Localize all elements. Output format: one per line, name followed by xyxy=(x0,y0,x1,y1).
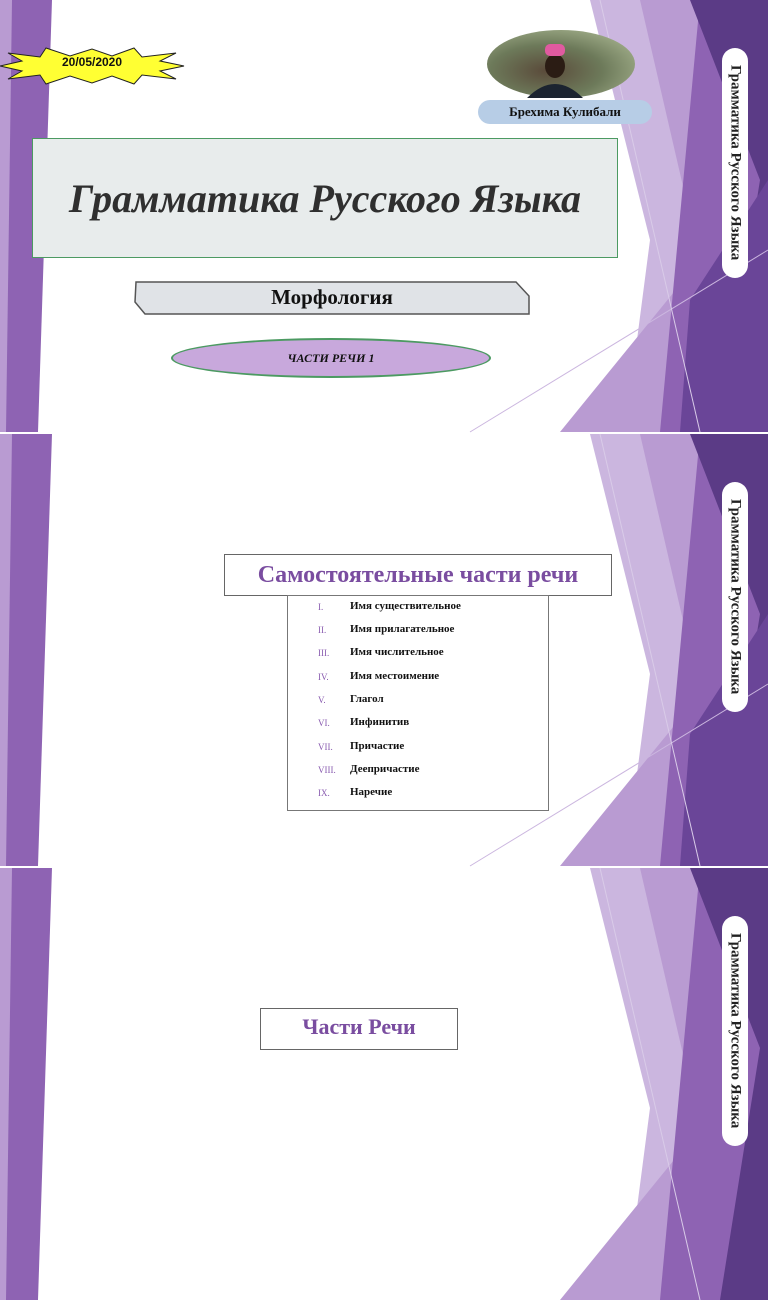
vertical-title-tab: Грамматика Русского Языка xyxy=(722,916,748,1146)
parts-of-speech-heading: Части Речи xyxy=(260,1008,458,1050)
author-name-badge: Брехима Кулибали xyxy=(478,100,652,124)
list-item-label: Глагол xyxy=(350,693,384,705)
vertical-title-tab: Грамматика Русского Языка xyxy=(722,482,748,712)
list-item-number: V. xyxy=(318,695,326,705)
list-item-label: Имя числительное xyxy=(350,646,444,658)
list-item xyxy=(288,763,548,783)
slide-2 xyxy=(0,434,768,866)
independent-parts-heading: Самостоятельные части речи xyxy=(224,554,612,596)
list-item-label: Наречие xyxy=(350,786,393,798)
list-item-label: Имя прилагательное xyxy=(350,623,455,635)
list-item xyxy=(288,623,548,643)
list-item xyxy=(288,646,548,666)
person-silhouette-icon xyxy=(487,30,635,98)
list-item xyxy=(288,786,548,806)
list-item-number: VIII. xyxy=(318,765,336,775)
list-item-number: II. xyxy=(318,625,327,635)
list-item-number: VII. xyxy=(318,742,333,752)
list-item-number: VI. xyxy=(318,718,330,728)
list-item-number: IV. xyxy=(318,672,329,682)
list-item-number: III. xyxy=(318,648,330,658)
list-item-number: I. xyxy=(318,602,324,612)
parts-of-speech-list xyxy=(287,595,549,811)
slide-3 xyxy=(0,868,768,1129)
list-item-label: Имя существительное xyxy=(350,600,461,612)
list-item xyxy=(288,600,548,620)
list-item xyxy=(288,670,548,690)
author-photo xyxy=(487,30,635,98)
list-item-label: Имя местоимение xyxy=(350,670,440,682)
date-label: 20/05/2020 xyxy=(61,55,123,69)
list-item-label: Причастие xyxy=(350,740,405,752)
presentation-title: Грамматика Русского Языка xyxy=(69,175,581,221)
list-item-label: Инфинитив xyxy=(350,716,410,728)
list-item xyxy=(288,716,548,736)
list-item-label: Деепричастие xyxy=(350,763,420,775)
subtitle-morphology: Морфология xyxy=(271,285,393,309)
list-item xyxy=(288,740,548,760)
slide-1 xyxy=(0,0,768,432)
list-item xyxy=(288,693,548,713)
list-item-number: IX. xyxy=(318,788,330,798)
presentation-title-box xyxy=(32,138,618,258)
slide-background-shapes xyxy=(0,868,768,1300)
vertical-title-tab: Грамматика Русского Языка xyxy=(722,48,748,278)
topic-pill: ЧАСТИ РЕЧИ 1 xyxy=(171,338,491,378)
